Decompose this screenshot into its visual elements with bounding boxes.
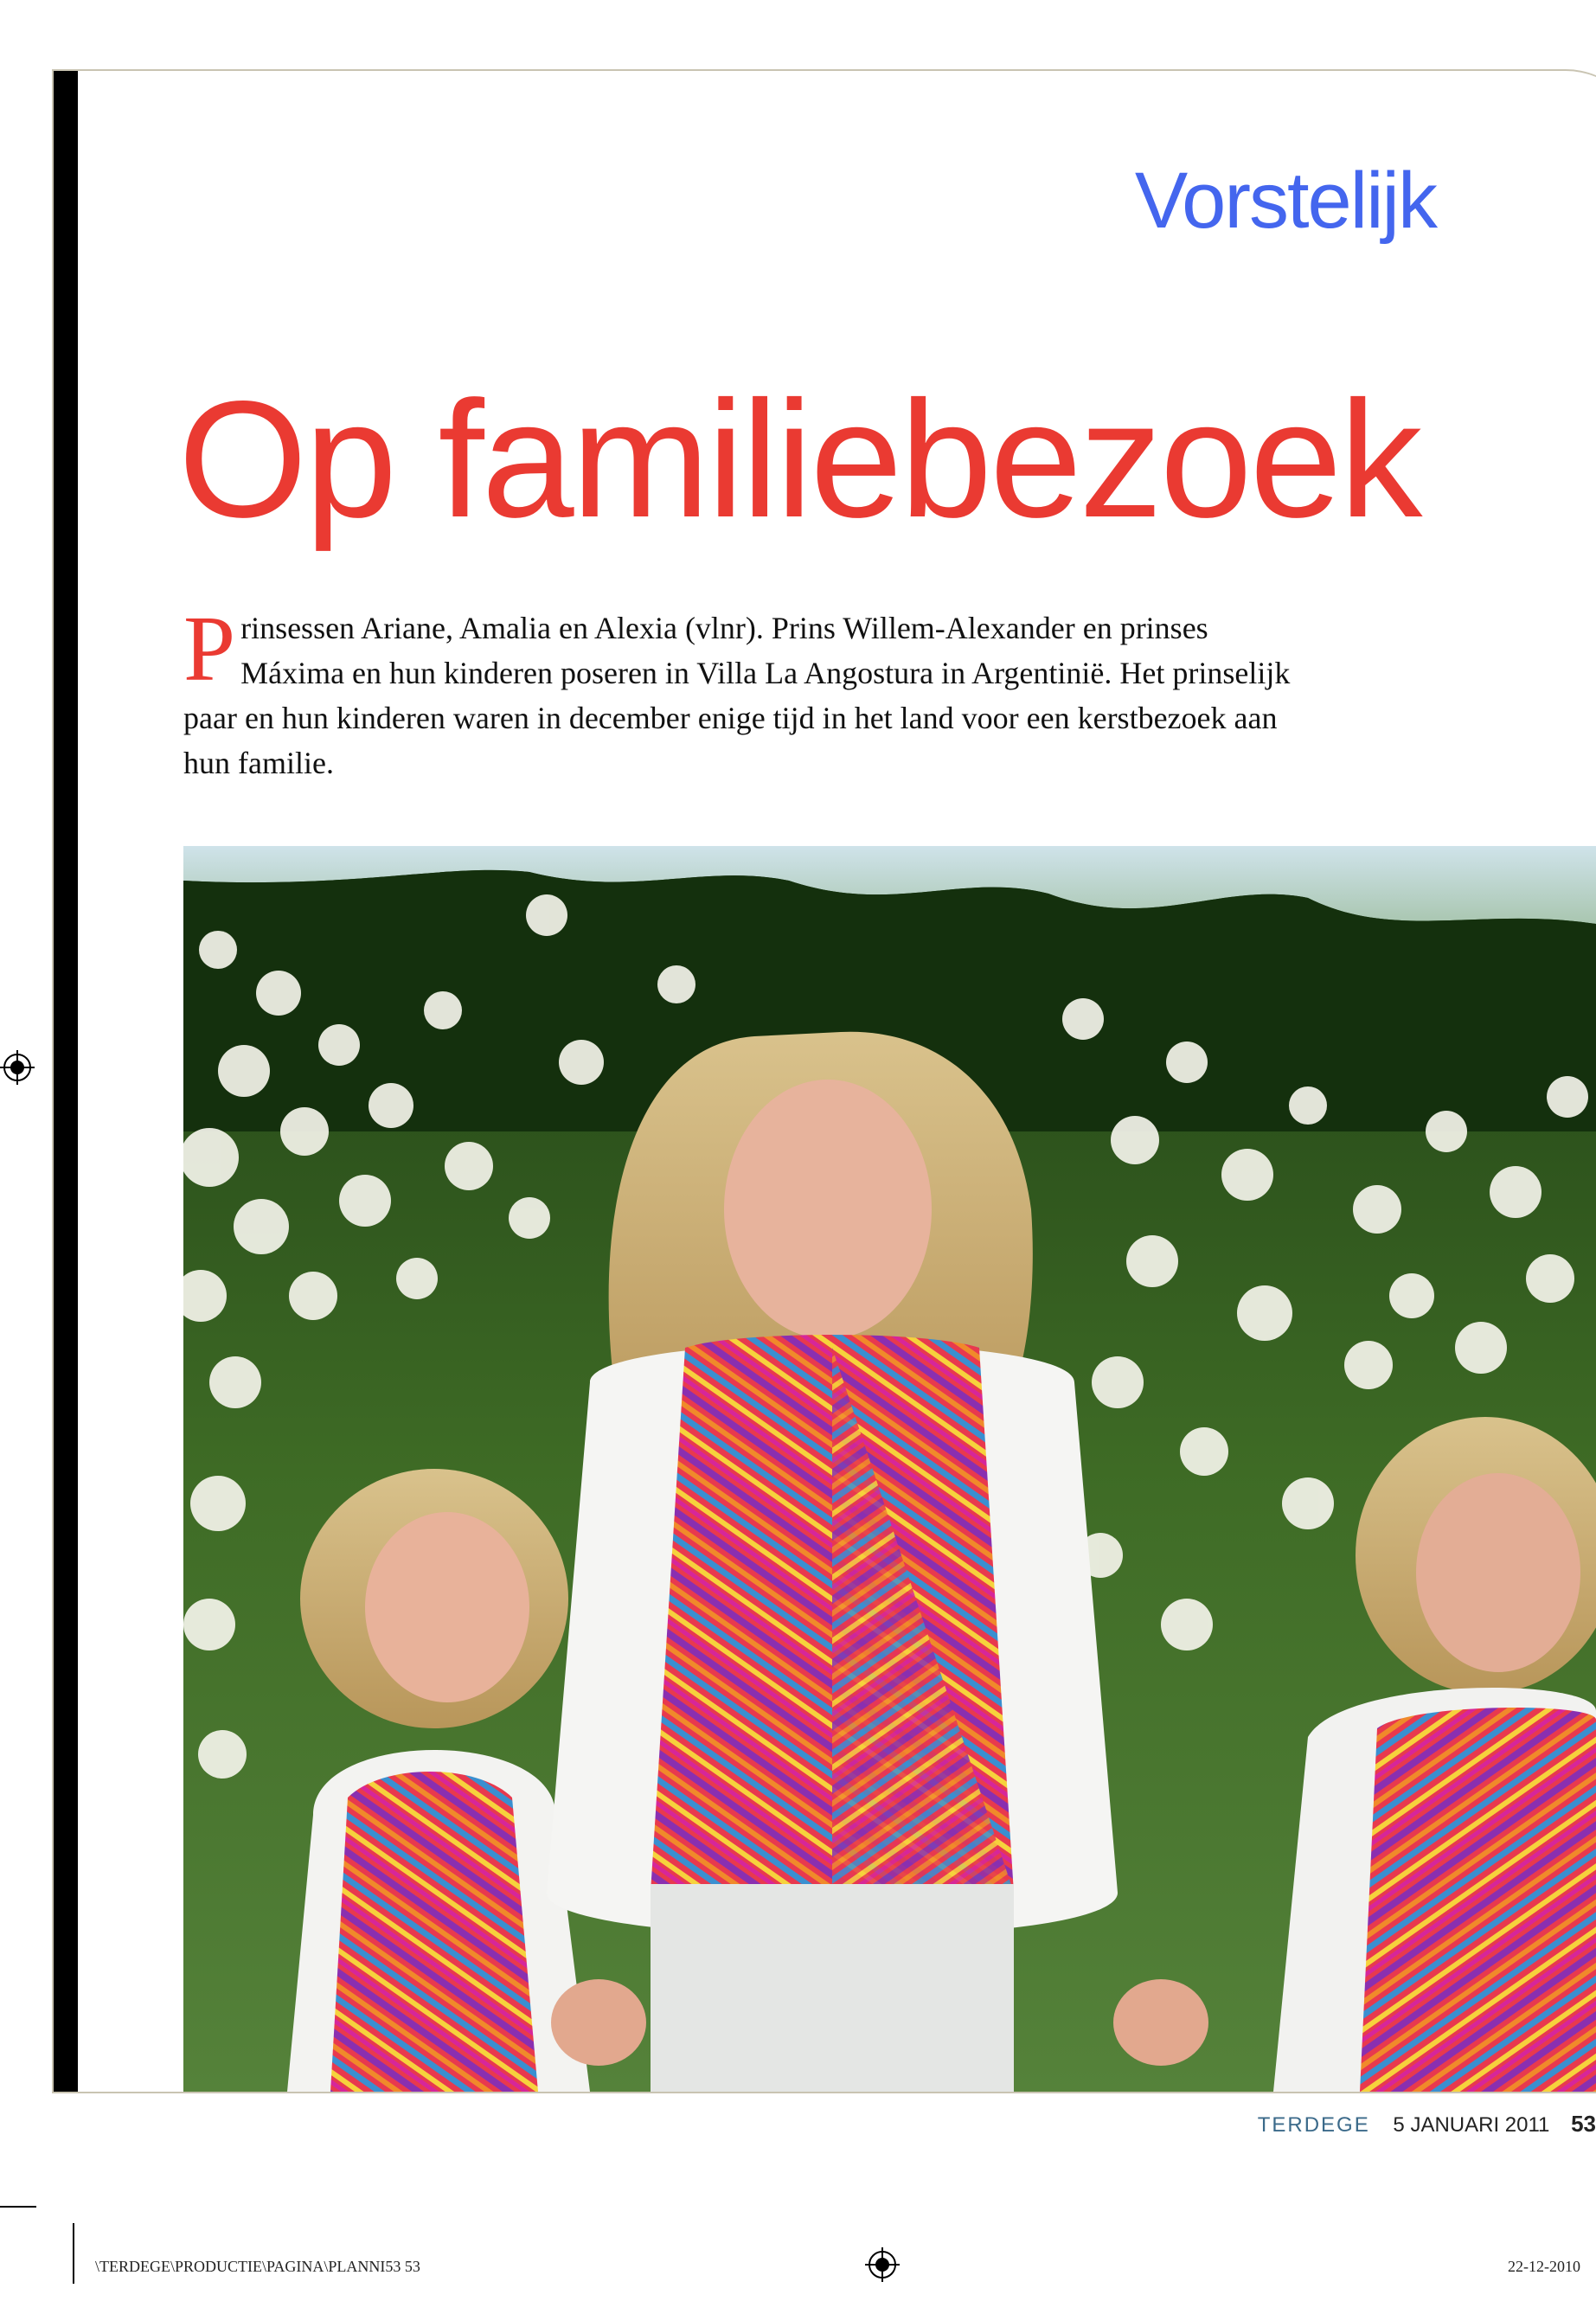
photo-illustration <box>183 846 1596 2092</box>
headline: Op familiebezoek <box>178 366 1420 552</box>
footer-page-number: 53 <box>1571 2111 1596 2137</box>
registration-mark-left <box>0 1050 35 1085</box>
trim-mark-vertical <box>73 2223 74 2284</box>
footer-date: 5 JANUARI 2011 <box>1393 2113 1550 2137</box>
intro-text: rinsessen Ariane, Amalia en Alexia (vlnr). Prins Willem-Alexander en prinses Máxima en hun kinderen poseren in Villa La Angostura in Argentinië. Het prinselijk paar en hun kinderen waren in december enige tijd in het land voor een kerstbezoek aan hun familie. <box>183 611 1291 780</box>
registration-mark-bottom <box>865 2247 900 2282</box>
print-slug-path: \TERDEGE\PRODUCTIE\PAGINA\PLANNI53 53 <box>95 2258 420 2275</box>
photo-three-princesses <box>183 846 1596 2092</box>
section-label: Vorstelijk <box>1134 157 1436 245</box>
page-footer <box>1258 2111 1596 2138</box>
frame-bottom-rule <box>52 2092 1596 2093</box>
footer-magazine: TERDEGE <box>1257 2113 1370 2137</box>
print-slug-date: 22-12-2010 <box>1508 2258 1580 2275</box>
drop-cap: P <box>183 598 236 701</box>
crosshair-icon <box>0 1050 35 1085</box>
crosshair-icon <box>865 2247 900 2282</box>
intro-paragraph <box>183 598 1308 785</box>
trim-mark-horizontal <box>0 2206 36 2208</box>
footer-spacer <box>1375 2113 1387 2137</box>
